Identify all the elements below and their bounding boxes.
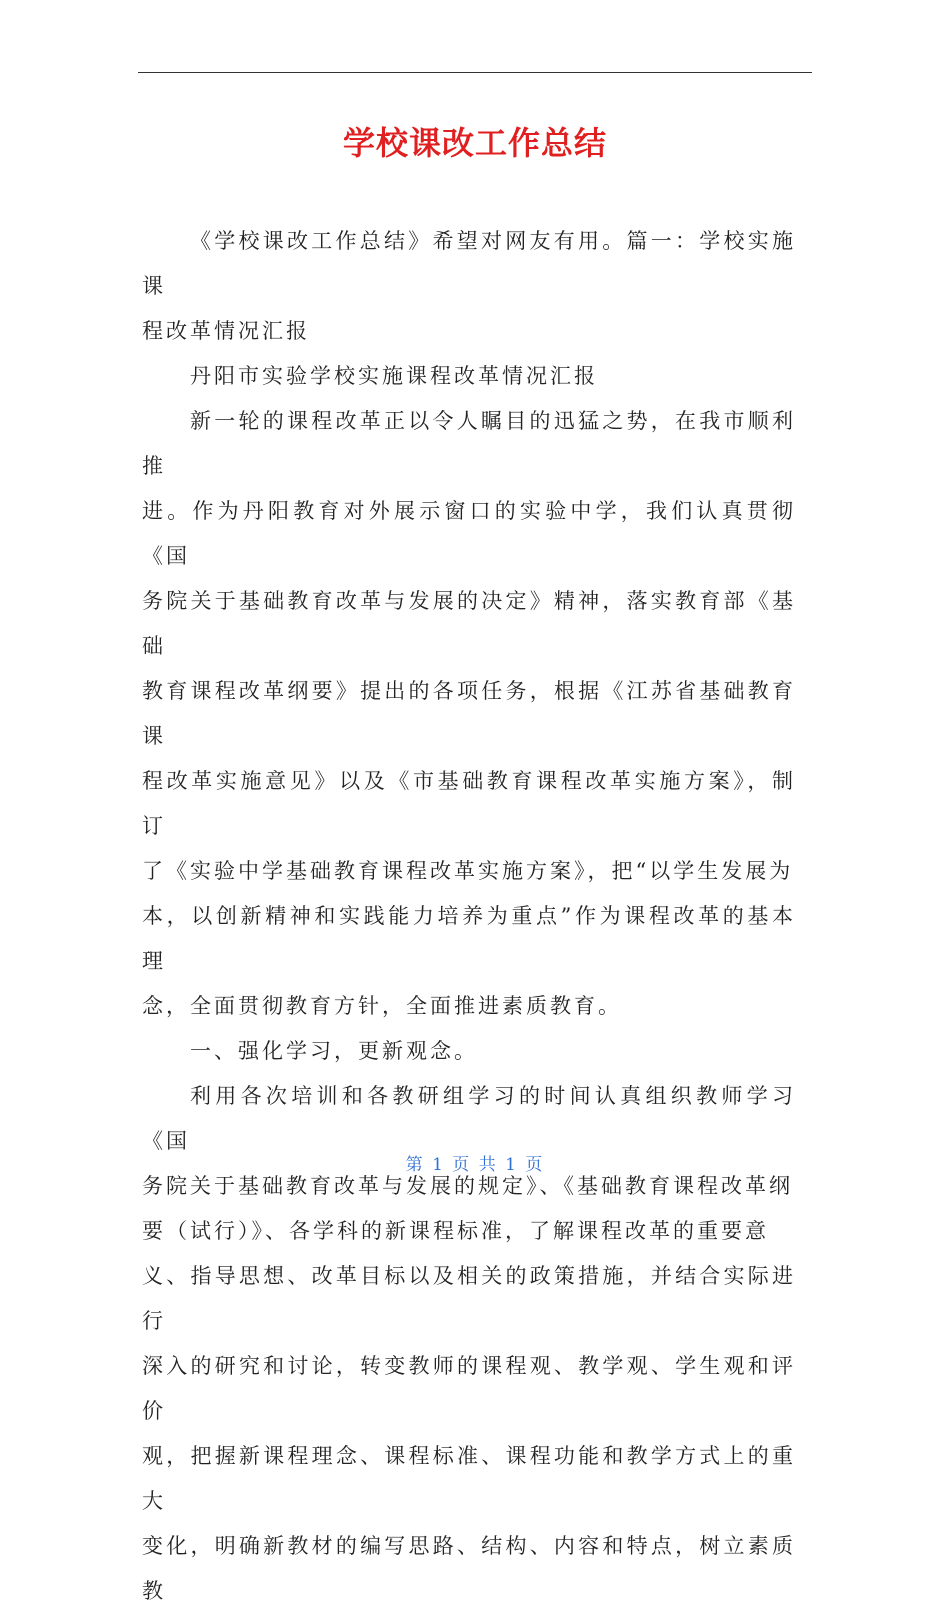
text-line: 本，以创新精神和实践能力培养为重点”作为课程改革的基本理 — [142, 904, 796, 973]
document-title: 学校课改工作总结 — [342, 124, 607, 162]
text-line: 程改革实施意见》以及《市基础教育课程改革实施方案》，制订 — [142, 769, 796, 838]
text-line: 一、强化学习，更新观念。 — [190, 1039, 478, 1063]
text-line: 念，全面贯彻教育方针，全面推进素质教育。 — [142, 994, 622, 1018]
text-line: 要（试行）》、各学科的新课程标准，了解课程改革的重要意 — [142, 1219, 769, 1243]
document-body — [142, 219, 796, 1614]
page-number: 第 1 页 共 1 页 — [405, 1155, 545, 1175]
text-line: 进。作为丹阳教育对外展示窗口的实验中学，我们认真贯彻《国 — [142, 499, 796, 568]
section-heading-1 — [142, 1029, 796, 1074]
text-line: 了《实验中学基础教育课程改革实施方案》，把“以学生发展为 — [142, 859, 794, 883]
text-line: 观，把握新课程理念、课程标准、课程功能和教学方式上的重大 — [142, 1444, 796, 1513]
header-rule — [138, 72, 812, 73]
text-line: 丹阳市实验学校实施课程改革情况汇报 — [190, 364, 598, 388]
text-line: 利用各次培训和各教研组学习的时间认真组织教师学习《国 — [142, 1084, 796, 1153]
text-line: 程改革情况汇报 — [142, 319, 310, 343]
text-line: 变化，明确新教材的编写思路、结构、内容和特点，树立素质教 — [142, 1534, 796, 1603]
text-line: 新一轮的课程改革正以令人瞩目的迅猛之势，在我市顺利推 — [142, 409, 796, 478]
text-line: 教育课程改革纲要》提出的各项任务，根据《江苏省基础教育课 — [142, 679, 796, 748]
text-line: 深入的研究和讨论，转变教师的课程观、教学观、学生观和评价 — [142, 1354, 796, 1423]
text-line: 义、指导思想、改革目标以及相关的政策措施，并结合实际进行 — [142, 1264, 796, 1333]
text-line: 务院关于基础教育改革与发展的决定》精神，落实教育部《基础 — [142, 589, 796, 658]
paragraph-overview — [142, 399, 796, 1029]
text-line: 务院关于基础教育改革与发展的规定》、《基础教育课程改革纲 — [142, 1174, 793, 1198]
paragraph-intro — [142, 219, 796, 354]
paragraph-report-title — [142, 354, 796, 399]
text-line: 《学校课改工作总结》希望对网友有用。篇一：学校实施课 — [142, 229, 796, 298]
